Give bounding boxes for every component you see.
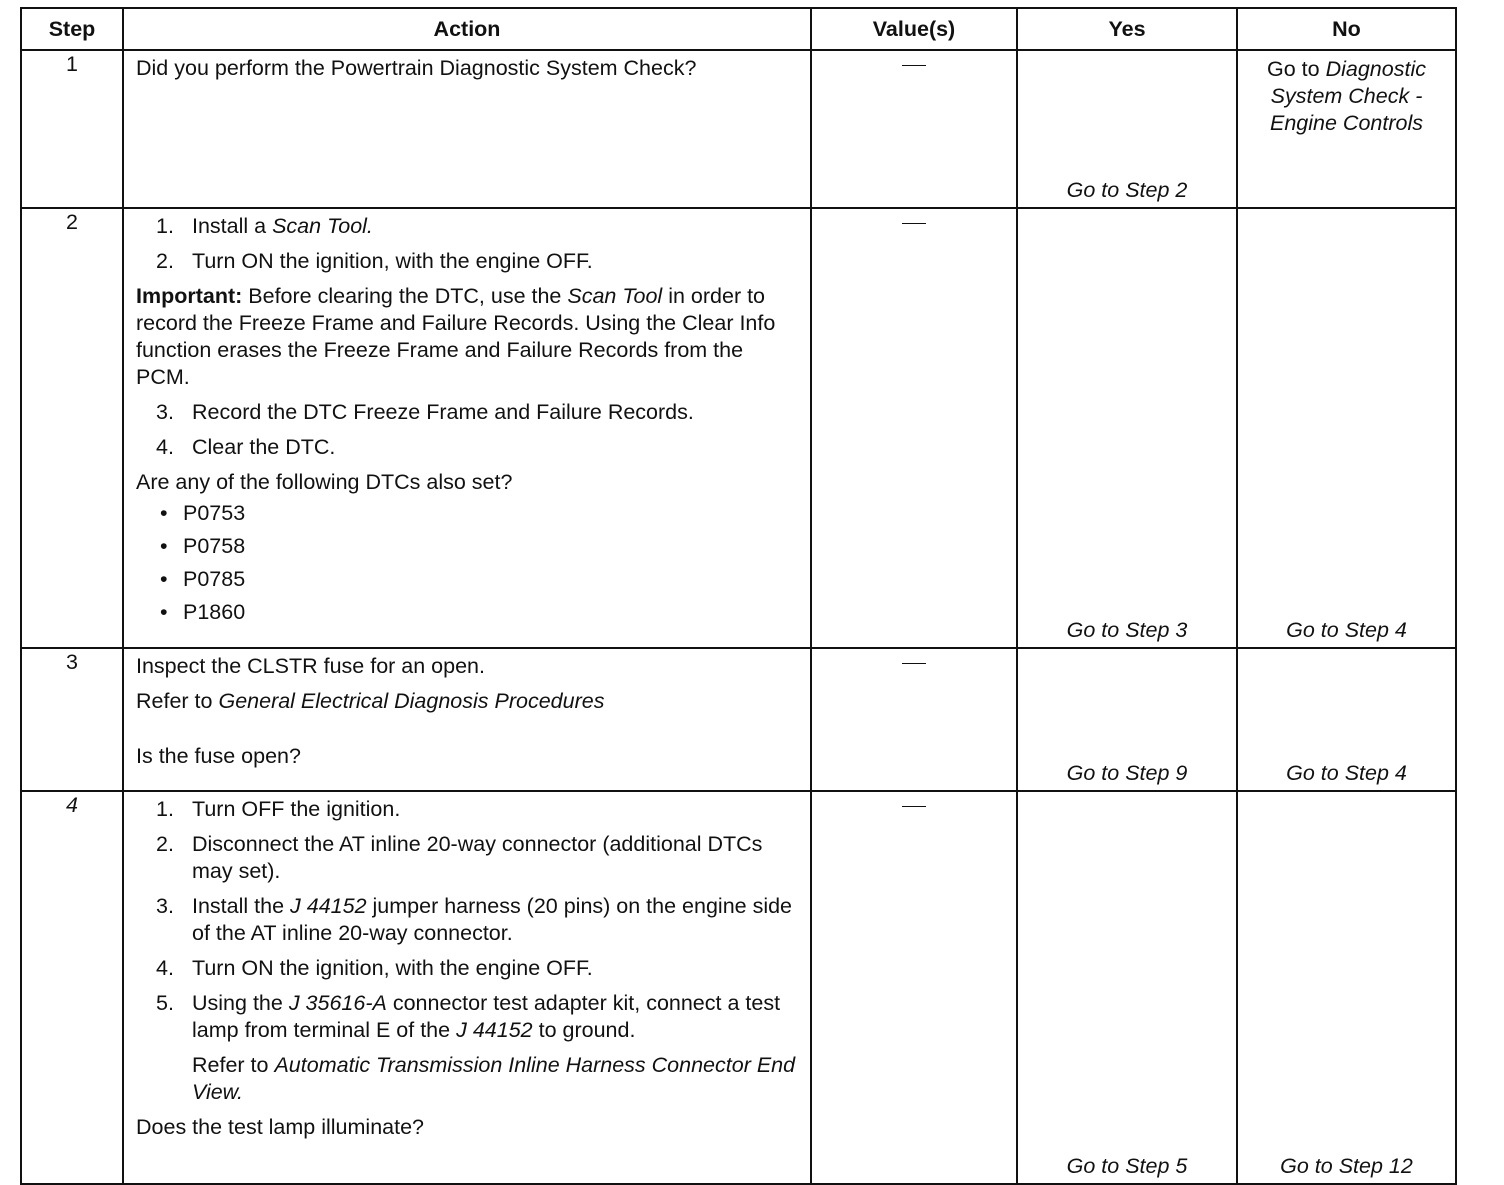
header-values: Value(s) <box>811 8 1017 50</box>
action-item <box>136 434 800 461</box>
item-tool: J 35616-A <box>288 991 387 1015</box>
value-cell <box>811 208 1017 648</box>
no-cell <box>1237 791 1456 1184</box>
value-dash <box>902 223 926 224</box>
item-number: 3. <box>156 400 174 424</box>
item-number: 2. <box>156 832 174 856</box>
action-question: Are any of the following DTCs also set? <box>136 470 513 494</box>
action-question: Does the test lamp illuminate? <box>136 1115 425 1139</box>
yes-goto: Go to Step 3 <box>1066 618 1188 642</box>
refer-prefix: Refer to <box>192 1053 269 1077</box>
dtc-code: P0758 <box>183 534 246 558</box>
important-label: Important: <box>136 284 243 308</box>
step-number: 4 <box>21 791 123 1184</box>
yes-cell <box>1017 648 1237 791</box>
item-text: to ground. <box>538 1018 636 1042</box>
no-goto <box>1239 52 1454 137</box>
important-text: Before clearing the DTC, use the <box>248 284 562 308</box>
dtc-code: P0785 <box>183 567 246 591</box>
action-refer <box>136 688 800 715</box>
action-line: Inspect the CLSTR fuse for an open. <box>136 654 485 678</box>
dtc-item: • P0758 <box>160 534 246 558</box>
table-row <box>21 50 1456 208</box>
action-cell <box>123 50 811 208</box>
step-number: 3 <box>21 648 123 791</box>
item-number: 2. <box>156 249 174 273</box>
item-number: 4. <box>156 956 174 980</box>
action-item <box>136 796 800 823</box>
action-item <box>136 248 800 275</box>
action-item <box>136 213 800 240</box>
item-tool: J 44152 <box>456 1018 533 1042</box>
diagnostic-table <box>20 7 1457 1185</box>
action-cell <box>123 648 811 791</box>
yes-cell <box>1017 208 1237 648</box>
important-text: in order to record the Freeze Frame and Failure Records. Using the Clear Info function erases the Freeze Frame and Failure Records from the PCM. <box>136 284 776 389</box>
no-goto: Go to Step 4 <box>1286 761 1407 785</box>
item-text: connector test adapter kit, connect a test lamp from terminal E of the <box>192 991 781 1042</box>
table-row <box>21 648 1456 791</box>
header-no: No <box>1237 8 1456 50</box>
header-row <box>21 8 1456 50</box>
action-cell <box>123 208 811 648</box>
yes-goto: Go to Step 5 <box>1066 1154 1188 1178</box>
yes-goto: Go to Step 9 <box>1066 761 1188 785</box>
action-item <box>136 831 800 885</box>
dtc-item: • P0785 <box>160 567 246 591</box>
action-cell <box>123 791 811 1184</box>
item-number: 3. <box>156 894 174 918</box>
item-text: Using the <box>192 991 283 1015</box>
yes-cell <box>1017 50 1237 208</box>
item-text: Turn OFF the ignition. <box>192 797 401 821</box>
important-note <box>136 283 800 391</box>
action-item <box>136 955 800 982</box>
item-text: Disconnect the AT inline 20-way connector (additional DTCs may set). <box>192 832 763 883</box>
dtc-item: • P0753 <box>160 501 246 525</box>
table-row <box>21 791 1456 1184</box>
no-goto-target: Diagnostic System Check - Engine Controls <box>1270 57 1426 135</box>
action-question: Is the fuse open? <box>136 744 301 768</box>
value-dash <box>902 663 926 664</box>
no-cell <box>1237 50 1456 208</box>
dtc-code: P1860 <box>183 600 246 624</box>
action-refer <box>192 1052 800 1106</box>
table-row <box>21 208 1456 648</box>
item-text: Clear the DTC. <box>192 435 336 459</box>
item-text: jumper harness (20 pins) on the engine side of the AT inline 20-way connector. <box>192 894 793 945</box>
value-cell <box>811 50 1017 208</box>
value-cell <box>811 791 1017 1184</box>
step-number: 1 <box>21 50 123 208</box>
action-item <box>136 893 800 947</box>
yes-cell <box>1017 791 1237 1184</box>
action-item <box>136 399 800 426</box>
action-item <box>136 990 800 1106</box>
refer-target: Automatic Transmission Inline Harness Connector End View. <box>192 1053 796 1104</box>
value-dash <box>902 806 926 807</box>
important-tool: Scan Tool <box>567 284 663 308</box>
value-dash <box>902 65 926 66</box>
dtc-code: P0753 <box>183 501 246 525</box>
item-number: 1. <box>156 797 174 821</box>
item-tool: Scan Tool. <box>272 214 373 238</box>
item-tool: J 44152 <box>290 894 367 918</box>
value-cell <box>811 648 1017 791</box>
no-goto: Go to Step 12 <box>1280 1154 1413 1178</box>
step-number: 2 <box>21 208 123 648</box>
item-text: Record the DTC Freeze Frame and Failure Records. <box>192 400 694 424</box>
item-text: Turn ON the ignition, with the engine OFF. <box>192 249 593 273</box>
item-number: 4. <box>156 435 174 459</box>
no-cell <box>1237 648 1456 791</box>
no-cell <box>1237 208 1456 648</box>
item-number: 1. <box>156 214 174 238</box>
item-number: 5. <box>156 991 174 1015</box>
no-goto-prefix: Go to <box>1267 57 1320 81</box>
header-step: Step <box>21 8 123 50</box>
refer-prefix: Refer to <box>136 689 213 713</box>
item-text: Turn ON the ignition, with the engine OFF. <box>192 956 593 980</box>
item-text: Install a <box>192 214 267 238</box>
no-goto: Go to Step 4 <box>1286 618 1407 642</box>
refer-target: General Electrical Diagnosis Procedures <box>218 689 605 713</box>
header-action: Action <box>123 8 811 50</box>
action-question: Did you perform the Powertrain Diagnostic System Check? <box>136 56 697 80</box>
dtc-item: • P1860 <box>160 600 246 624</box>
yes-goto: Go to Step 2 <box>1066 178 1188 202</box>
header-yes: Yes <box>1017 8 1237 50</box>
item-text: Install the <box>192 894 285 918</box>
